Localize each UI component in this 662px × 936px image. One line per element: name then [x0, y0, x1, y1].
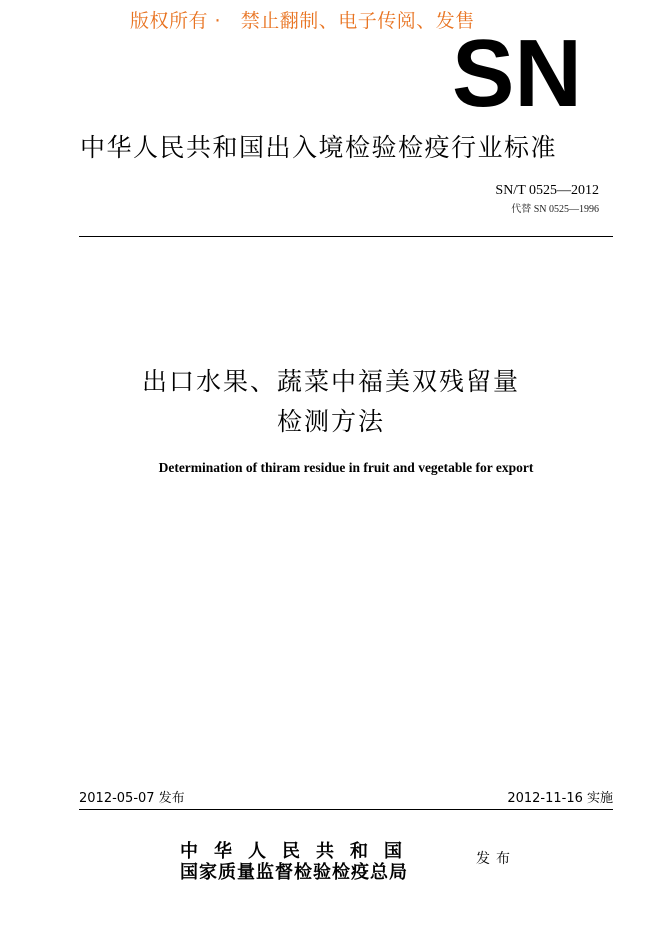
implementation-date: 2012-11-16 实施	[507, 791, 613, 806]
publish-label: 发布	[476, 851, 516, 867]
issuer-line2: 国家质量监督检验检疫总局	[180, 862, 408, 883]
footer-divider	[79, 809, 613, 810]
title-cn-line2: 检测方法	[276, 407, 385, 436]
issuer-line1: 中华人民共和国	[180, 841, 418, 862]
replaces-standard: 代替 SN 0525—1996	[511, 204, 599, 215]
title-cn-line1: 出口水果、蔬菜中福美双残留量	[141, 367, 520, 396]
copyright-notice: 版权所有 · 禁止翻制、电子传阅、发售	[130, 10, 475, 32]
issue-date: 2012-05-07 发布	[79, 791, 185, 806]
agency-title: 中华人民共和国出入境检验检疫行业标准	[80, 133, 558, 162]
standard-number: SN/T 0525—2012	[495, 183, 599, 198]
sn-logo	[450, 30, 584, 112]
header-divider	[79, 236, 613, 237]
title-en: Determination of thiram residue in fruit and vegetable for export	[158, 460, 534, 475]
sn-logo-text: SN	[452, 30, 582, 112]
